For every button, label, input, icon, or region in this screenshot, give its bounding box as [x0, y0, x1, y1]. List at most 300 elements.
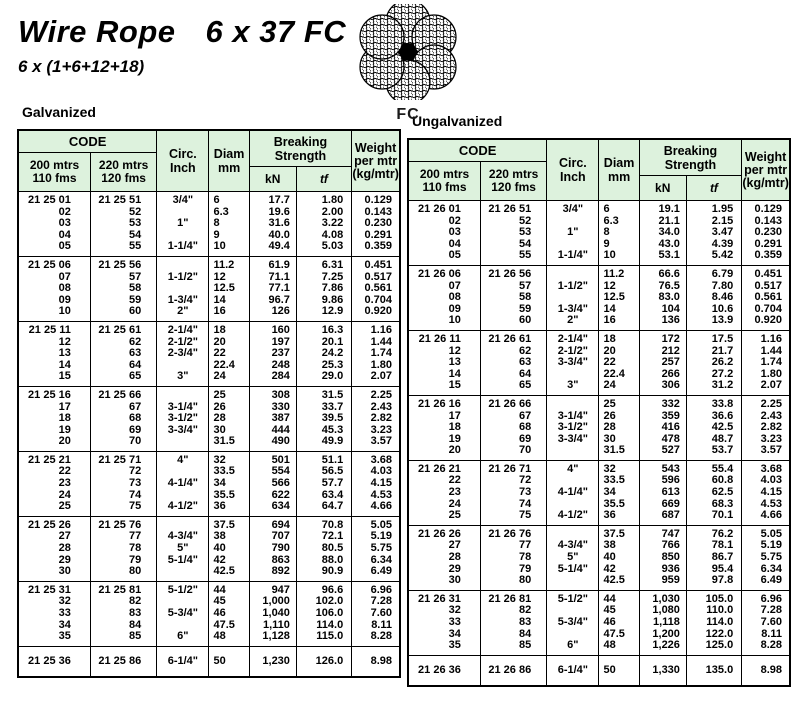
cell-code-220: 67 [90, 402, 156, 414]
section-label-galvanized: Galvanized [22, 104, 96, 120]
wire-rope-cross-section-icon [356, 4, 460, 100]
cell-kn: 136 [639, 315, 686, 330]
cell-diam: 12.5 [209, 283, 249, 295]
cell-code-200: 14 [408, 369, 480, 381]
cell-kn: 197 [249, 337, 296, 349]
cell-code-200: 30 [18, 566, 90, 581]
cell-tf: 76.2 [686, 525, 741, 540]
cell-kn: 613 [639, 487, 686, 499]
cell-code-220: 21 25 56 [90, 256, 156, 271]
cell-kn: 40.0 [249, 230, 296, 242]
cell-code-200: 32 [18, 596, 90, 608]
cell-code-200: 34 [18, 620, 90, 632]
cell-code-220: 21 26 56 [480, 265, 546, 280]
cell-tf: 57.7 [296, 478, 351, 490]
cell-weight: 8.28 [742, 640, 790, 655]
cell-tf: 126.0 [296, 646, 351, 677]
cell-weight: 0.517 [742, 281, 790, 293]
table-row [408, 575, 790, 590]
rope-size-group [408, 265, 790, 330]
header-circ: Circ. [168, 147, 197, 161]
cell-circ: 4-1/4" [157, 478, 209, 490]
table-row [18, 451, 400, 466]
cell-tf: 102.0 [296, 596, 351, 608]
header-110fms: 110 fms [422, 180, 467, 194]
cell-weight: 1.16 [352, 321, 400, 336]
cell-code-220: 21 26 71 [480, 460, 546, 475]
cell-diam: 45 [599, 605, 639, 617]
cell-code-200: 21 26 21 [408, 460, 480, 475]
cell-circ: 3-1/2" [547, 422, 599, 434]
cell-weight: 6.49 [352, 566, 400, 581]
cell-weight: 0.143 [742, 216, 790, 228]
cell-weight: 0.359 [742, 250, 790, 265]
cell-weight: 4.15 [352, 478, 400, 490]
cell-code-220: 69 [90, 425, 156, 437]
cell-code-220: 52 [90, 207, 156, 219]
cell-weight: 3.68 [352, 451, 400, 466]
table-row [18, 516, 400, 531]
header-code-group [18, 130, 157, 192]
cell-kn: 76.5 [639, 281, 686, 293]
cell-diam: 20 [599, 346, 639, 358]
cell-diam: 8 [209, 218, 249, 230]
cell-kn: 566 [249, 478, 296, 490]
cell-diam: 40 [209, 543, 249, 555]
table-row [18, 241, 400, 256]
cell-code-200: 18 [18, 413, 90, 425]
cell-kn: 490 [249, 436, 296, 451]
header-120fms: 120 fms [101, 171, 146, 185]
cell-circ: 6" [157, 631, 209, 646]
cell-circ [157, 283, 209, 295]
cell-diam: 50 [209, 646, 249, 677]
cell-code-220: 54 [90, 230, 156, 242]
cell-code-200: 13 [408, 357, 480, 369]
cell-diam: 6 [599, 201, 639, 216]
cell-kn: 694 [249, 516, 296, 531]
cell-diam: 42 [209, 555, 249, 567]
cell-circ: 3-1/2" [157, 413, 209, 425]
cell-diam: 26 [209, 402, 249, 414]
cell-tf: 56.5 [296, 466, 351, 478]
cell-code-200: 25 [18, 501, 90, 516]
cell-tf: 20.1 [296, 337, 351, 349]
cell-code-200: 24 [18, 490, 90, 502]
cell-weight: 4.03 [742, 475, 790, 487]
cell-code-200: 21 25 01 [18, 192, 90, 207]
cell-code-200: 09 [408, 304, 480, 316]
cell-circ [157, 516, 209, 531]
cell-diam: 22.4 [209, 360, 249, 372]
cell-weight: 7.60 [742, 617, 790, 629]
ungalvanized-section [407, 111, 791, 687]
cell-diam: 50 [599, 655, 639, 686]
cell-kn: 266 [639, 369, 686, 381]
cell-code-200: 24 [408, 499, 480, 511]
cell-circ: 3/4" [157, 192, 209, 207]
cell-kn: 687 [639, 510, 686, 525]
header-kn: kN [640, 176, 687, 200]
table-row [18, 501, 400, 516]
cell-kn: 49.4 [249, 241, 296, 256]
table-row [408, 655, 790, 686]
cell-kn: 947 [249, 581, 296, 596]
header-tf: tf [319, 172, 328, 186]
cell-code-220: 21 25 51 [90, 192, 156, 207]
rope-size-group [18, 451, 400, 516]
cell-tf: 106.0 [296, 608, 351, 620]
cell-circ: 5-1/2" [547, 590, 599, 605]
cell-circ [157, 256, 209, 271]
cell-code-220: 84 [480, 629, 546, 641]
cell-code-200: 21 26 26 [408, 525, 480, 540]
table-row [408, 640, 790, 655]
cell-diam: 48 [209, 631, 249, 646]
cell-tf: 9.86 [296, 295, 351, 307]
cell-code-200: 21 26 01 [408, 201, 480, 216]
cell-code-220: 83 [90, 608, 156, 620]
cell-kn: 21.1 [639, 216, 686, 228]
cell-code-220: 80 [480, 575, 546, 590]
cell-code-220: 60 [90, 306, 156, 321]
cell-code-220: 72 [480, 475, 546, 487]
cell-code-220: 62 [480, 346, 546, 358]
cell-circ [547, 445, 599, 460]
cell-diam: 6.3 [599, 216, 639, 228]
cell-kn: 306 [639, 380, 686, 395]
cell-circ [157, 436, 209, 451]
cell-code-220: 64 [90, 360, 156, 372]
cell-kn: 622 [249, 490, 296, 502]
rope-size-group [408, 395, 790, 460]
cell-code-200: 03 [408, 227, 480, 239]
header-200mtrs: 200 mtrs [419, 167, 470, 181]
header-code-200mtrs [409, 162, 481, 200]
cell-kn: 959 [639, 575, 686, 590]
cell-code-220: 70 [90, 436, 156, 451]
cell-code-220: 62 [90, 337, 156, 349]
cell-weight: 0.920 [352, 306, 400, 321]
rope-size-group [408, 590, 790, 655]
header-breaking-strength-group [249, 130, 352, 192]
cell-kn: 1,330 [639, 655, 686, 686]
cell-circ: 5-1/4" [547, 564, 599, 576]
cell-code-220: 68 [480, 422, 546, 434]
cell-weight: 5.19 [352, 531, 400, 543]
cell-weight: 3.68 [742, 460, 790, 475]
rope-size-group [18, 192, 400, 257]
cell-tf: 25.3 [296, 360, 351, 372]
header-code-200mtrs [19, 153, 91, 191]
header-mm: mm [607, 170, 631, 184]
cell-code-200: 21 26 16 [408, 395, 480, 410]
cell-circ: 2-3/4" [157, 348, 209, 360]
cell-tf: 48.7 [686, 434, 741, 446]
rope-size-group [408, 525, 790, 590]
cell-code-220: 74 [90, 490, 156, 502]
cell-tf: 110.0 [686, 605, 741, 617]
table-row [408, 617, 790, 629]
cell-diam: 16 [599, 315, 639, 330]
cell-code-200: 17 [408, 411, 480, 423]
cell-diam: 47.5 [599, 629, 639, 641]
cell-tf: 2.15 [686, 216, 741, 228]
cell-kn: 501 [249, 451, 296, 466]
table-row [18, 566, 400, 581]
header-kn: kN [250, 167, 297, 191]
cell-diam: 44 [599, 590, 639, 605]
cell-diam: 6 [209, 192, 249, 207]
cell-kn: 1,118 [639, 617, 686, 629]
cell-tf: 24.2 [296, 348, 351, 360]
cell-code-200: 20 [408, 445, 480, 460]
cell-diam: 25 [209, 386, 249, 401]
table-row [408, 552, 790, 564]
cell-weight: 0.704 [742, 304, 790, 316]
table-row [408, 445, 790, 460]
cell-weight: 6.34 [352, 555, 400, 567]
cell-code-200: 28 [408, 552, 480, 564]
cell-weight: 0.561 [742, 292, 790, 304]
cell-weight: 2.25 [742, 395, 790, 410]
table-row [18, 646, 400, 677]
cell-tf: 97.8 [686, 575, 741, 590]
cell-diam: 35.5 [209, 490, 249, 502]
table-row [408, 395, 790, 410]
cell-circ [547, 575, 599, 590]
cell-code-200: 19 [18, 425, 90, 437]
table-row [408, 422, 790, 434]
cell-weight: 5.75 [352, 543, 400, 555]
cell-diam: 42.5 [209, 566, 249, 581]
cell-kn: 1,226 [639, 640, 686, 655]
cell-circ: 3/4" [547, 201, 599, 216]
header-mm: mm [217, 161, 241, 175]
cell-kn: 1,030 [639, 590, 686, 605]
cell-code-200: 08 [408, 292, 480, 304]
cell-diam: 32 [209, 451, 249, 466]
cell-kn: 31.6 [249, 218, 296, 230]
cell-weight: 2.07 [352, 371, 400, 386]
cell-diam: 22 [209, 348, 249, 360]
cell-tf: 51.1 [296, 451, 351, 466]
cell-diam: 18 [209, 321, 249, 336]
cell-circ: 2-1/4" [157, 321, 209, 336]
cell-tf: 78.1 [686, 540, 741, 552]
cell-tf: 64.7 [296, 501, 351, 516]
cell-weight: 8.11 [352, 620, 400, 632]
cell-tf: 17.5 [686, 330, 741, 345]
cell-code-220: 77 [90, 531, 156, 543]
cell-circ [157, 386, 209, 401]
cell-circ: 1-3/4" [547, 304, 599, 316]
cell-weight: 1.80 [742, 369, 790, 381]
header-diam: Diam [213, 147, 245, 161]
cell-code-200: 21 25 21 [18, 451, 90, 466]
cell-circ: 5-3/4" [547, 617, 599, 629]
cell-code-200: 21 26 36 [408, 655, 480, 686]
cell-kn: 1,110 [249, 620, 296, 632]
cell-code-220: 21 25 61 [90, 321, 156, 336]
cell-tf: 122.0 [686, 629, 741, 641]
cell-diam: 12 [209, 272, 249, 284]
cell-weight: 2.82 [742, 422, 790, 434]
cell-tf: 70.1 [686, 510, 741, 525]
cell-diam: 32 [599, 460, 639, 475]
cell-weight: 0.920 [742, 315, 790, 330]
cell-tf: 114.0 [686, 617, 741, 629]
cell-circ: 1-3/4" [157, 295, 209, 307]
cell-weight: 6.96 [352, 581, 400, 596]
cell-diam: 38 [599, 540, 639, 552]
cell-code-220: 21 25 76 [90, 516, 156, 531]
tables-row [0, 102, 811, 687]
cell-code-220: 57 [90, 272, 156, 284]
rope-size-group [18, 256, 400, 321]
cell-tf: 39.5 [296, 413, 351, 425]
table-row [408, 315, 790, 330]
header-inch: Inch [560, 170, 586, 184]
cell-code-220: 85 [480, 640, 546, 655]
cell-tf: 80.5 [296, 543, 351, 555]
cell-code-200: 17 [18, 402, 90, 414]
cell-tf: 1.95 [686, 201, 741, 216]
cell-code-220: 21 26 81 [480, 590, 546, 605]
table-row [18, 386, 400, 401]
cell-kn: 330 [249, 402, 296, 414]
cell-code-220: 74 [480, 499, 546, 511]
cell-code-200: 29 [408, 564, 480, 576]
cell-code-200: 21 25 11 [18, 321, 90, 336]
cell-diam: 36 [599, 510, 639, 525]
cell-kn: 17.7 [249, 192, 296, 207]
cell-code-220: 78 [480, 552, 546, 564]
cell-diam: 12.5 [599, 292, 639, 304]
cell-code-200: 02 [18, 207, 90, 219]
cell-tf: 4.08 [296, 230, 351, 242]
cell-code-220: 75 [90, 501, 156, 516]
cell-circ: 4-1/4" [547, 487, 599, 499]
cell-diam: 30 [599, 434, 639, 446]
table-row [408, 357, 790, 369]
cell-code-220: 21 26 76 [480, 525, 546, 540]
cell-code-200: 35 [18, 631, 90, 646]
cell-code-200: 02 [408, 216, 480, 228]
cell-diam: 28 [599, 422, 639, 434]
cell-weight: 5.75 [742, 552, 790, 564]
cell-weight: 2.25 [352, 386, 400, 401]
cell-circ [547, 525, 599, 540]
cell-kn: 172 [639, 330, 686, 345]
cell-diam: 9 [599, 239, 639, 251]
cell-tf: 6.79 [686, 265, 741, 280]
cell-kn: 34.0 [639, 227, 686, 239]
cell-kn: 96.7 [249, 295, 296, 307]
cell-kn: 359 [639, 411, 686, 423]
cell-diam: 22 [599, 357, 639, 369]
rope-size-group [18, 646, 400, 677]
rope-size-group [18, 386, 400, 451]
cell-circ: 1-1/2" [157, 272, 209, 284]
cell-code-220: 21 26 86 [480, 655, 546, 686]
cell-code-220: 73 [90, 478, 156, 490]
cell-tf: 49.9 [296, 436, 351, 451]
cell-circ: 1" [157, 218, 209, 230]
cell-weight: 0.291 [742, 239, 790, 251]
cell-diam: 25 [599, 395, 639, 410]
cell-code-200: 23 [18, 478, 90, 490]
cell-tf: 21.7 [686, 346, 741, 358]
cell-code-200: 10 [408, 315, 480, 330]
cell-tf: 96.6 [296, 581, 351, 596]
cell-diam: 12 [599, 281, 639, 293]
cell-tf: 33.8 [686, 395, 741, 410]
cell-kn: 248 [249, 360, 296, 372]
cell-diam: 36 [209, 501, 249, 516]
cell-code-220: 67 [480, 411, 546, 423]
cell-code-200: 21 25 36 [18, 646, 90, 677]
cell-circ: 4-3/4" [157, 531, 209, 543]
rope-size-group [408, 201, 790, 266]
cell-code-220: 59 [90, 295, 156, 307]
cell-diam: 37.5 [209, 516, 249, 531]
cell-tf: 72.1 [296, 531, 351, 543]
cell-kn: 66.6 [639, 265, 686, 280]
cell-tf: 7.86 [296, 283, 351, 295]
cell-weight: 4.66 [742, 510, 790, 525]
cell-tf: 105.0 [686, 590, 741, 605]
cell-tf: 88.0 [296, 555, 351, 567]
cell-kn: 416 [639, 422, 686, 434]
table-row [408, 292, 790, 304]
cell-kn: 1,080 [639, 605, 686, 617]
cell-code-220: 73 [480, 487, 546, 499]
cell-tf: 8.46 [686, 292, 741, 304]
cell-code-200: 15 [408, 380, 480, 395]
table-row [408, 265, 790, 280]
cell-code-220: 68 [90, 413, 156, 425]
cell-circ: 2-1/2" [157, 337, 209, 349]
cell-kn: 387 [249, 413, 296, 425]
rope-cross-section-figure [352, 4, 464, 124]
cell-kn: 43.0 [639, 239, 686, 251]
cell-weight: 2.43 [742, 411, 790, 423]
table-row [408, 460, 790, 475]
cell-code-220: 80 [90, 566, 156, 581]
rope-size-group [18, 321, 400, 386]
cell-weight: 3.57 [742, 445, 790, 460]
cell-circ: 2-1/4" [547, 330, 599, 345]
cell-circ: 5" [547, 552, 599, 564]
cell-kn: 257 [639, 357, 686, 369]
header-code: CODE [19, 131, 156, 153]
cell-diam: 45 [209, 596, 249, 608]
cell-code-220: 53 [90, 218, 156, 230]
cell-weight: 2.82 [352, 413, 400, 425]
cell-diam: 33.5 [599, 475, 639, 487]
cell-circ: 2" [547, 315, 599, 330]
cell-diam: 24 [209, 371, 249, 386]
cell-weight: 4.53 [742, 499, 790, 511]
cell-code-220: 21 26 51 [480, 201, 546, 216]
cell-diam: 38 [209, 531, 249, 543]
cell-code-220: 63 [480, 357, 546, 369]
table-row [408, 525, 790, 540]
table-header [408, 139, 790, 201]
cell-diam: 14 [209, 295, 249, 307]
cell-weight: 8.11 [742, 629, 790, 641]
